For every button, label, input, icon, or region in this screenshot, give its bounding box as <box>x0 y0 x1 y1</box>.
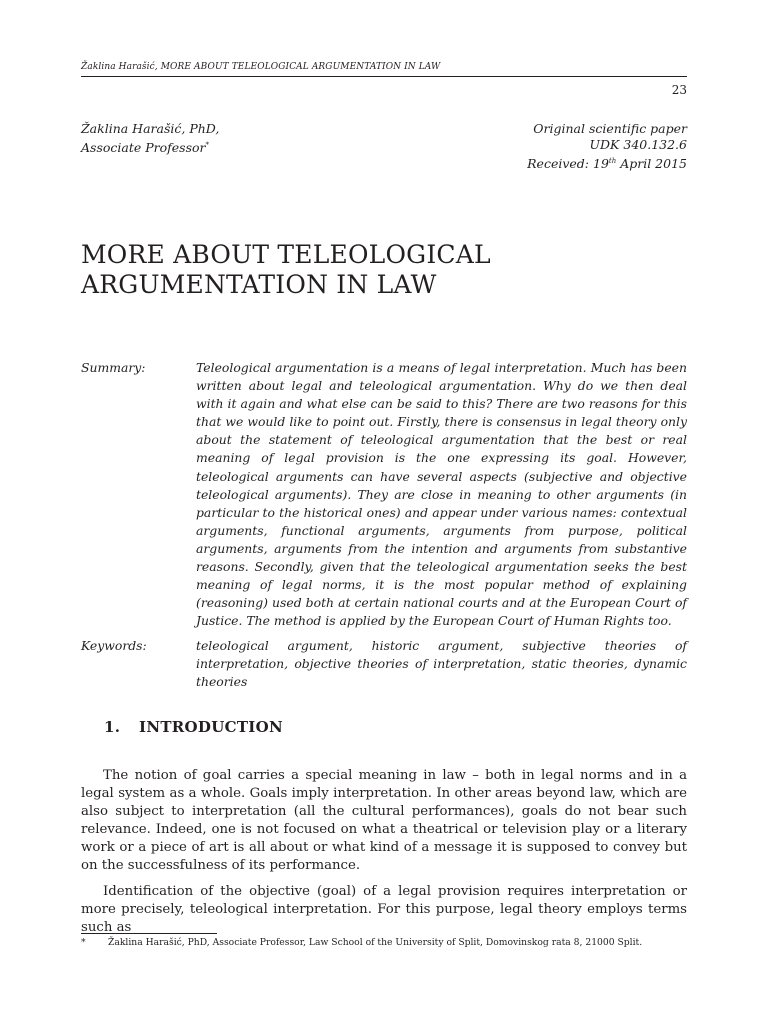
footnote-text: Žaklina Harašić, PhD, Associate Professor, Law School of the University of Split, Domovinskog rata 8, 21000 Split. <box>108 937 643 948</box>
paragraph: Identification of the objective (goal) of a legal provision requires interpretation or more precisely, teleological interpretation. For this purpose, legal theory employs terms such as <box>81 883 687 935</box>
author-title-line <box>81 137 219 156</box>
running-header: Žaklina Harašić, MORE ABOUT TELEOLOGICAL ARGUMENTATION IN LAW <box>81 62 441 72</box>
received-prefix: Received: 19 <box>527 156 609 172</box>
paragraph: The notion of goal carries a special meaning in law – both in legal norms and in a legal system as a whole. Goals imply interpretation. In other areas beyond law, which are also subject to interpretation (all the cultural performances), goals do not bear such relevance. Indeed, one is not focused on what a theatrical or television play or a literary work or a piece of art is all about or what kind of a message it is supposed to convey but on the successfulness of its performance. <box>81 768 687 874</box>
author-title: Associate Professor <box>81 140 206 156</box>
paper-title: MORE ABOUT TELEOLOGICAL ARGUMENTATION IN LAW <box>81 240 491 299</box>
body-text <box>81 767 687 944</box>
summary-text: Teleological argumentation is a means of legal interpretation. Much has been written about legal and teleological argumentation. Why do we then deal with it again and what else can be said to this? There are two reasons for this that we would like to point out. Firstly, there is consensus in legal theory only about the statement of teleological argumentation that the best or real meaning of legal provision is the one expressing its goal. However, teleological arguments can have several aspects (subjective and objective teleological arguments). They are close in meaning to other arguments (in particular to the historical ones) and appear under various names: contextual arguments, functional arguments, arguments from purpose, political arguments, arguments from the intention and arguments from substantive reasons. Secondly, given that the teleological argumentation seeks the best meaning of legal norms, it is the most popular method of explaining (reasoning) used both at certain national courts and at the European Court of Justice. The method is applied by the European Court of Human Rights too. <box>196 360 687 629</box>
footnote <box>81 937 687 949</box>
received-sup: th <box>608 157 617 165</box>
author-block <box>81 121 219 156</box>
paper-udk: UDK 340.132.6 <box>589 137 687 152</box>
author-footnote-mark[interactable]: * <box>205 141 209 149</box>
keywords-label: Keywords: <box>81 638 147 653</box>
keywords-block <box>81 637 687 691</box>
section-title: INTRODUCTION <box>139 718 284 736</box>
keywords-text: teleological argument, historic argument, subjective theories of interpretation, objective theories of interpretation, static theories, dynamic theories <box>196 638 687 690</box>
summary-label: Summary: <box>81 360 146 375</box>
author-name: Žaklina Harašić, PhD, <box>81 121 220 136</box>
received-suffix: April 2015 <box>616 156 687 172</box>
header-rule <box>81 76 687 77</box>
footnote-rule <box>81 933 217 934</box>
section-heading <box>104 718 283 736</box>
paper-received <box>527 153 687 172</box>
paper-meta <box>527 121 687 172</box>
footnote-mark: * <box>81 937 86 948</box>
section-number: 1. <box>104 718 121 736</box>
summary-block <box>81 359 687 630</box>
paper-type: Original scientific paper <box>533 121 687 136</box>
page-number: 23 <box>671 83 687 97</box>
